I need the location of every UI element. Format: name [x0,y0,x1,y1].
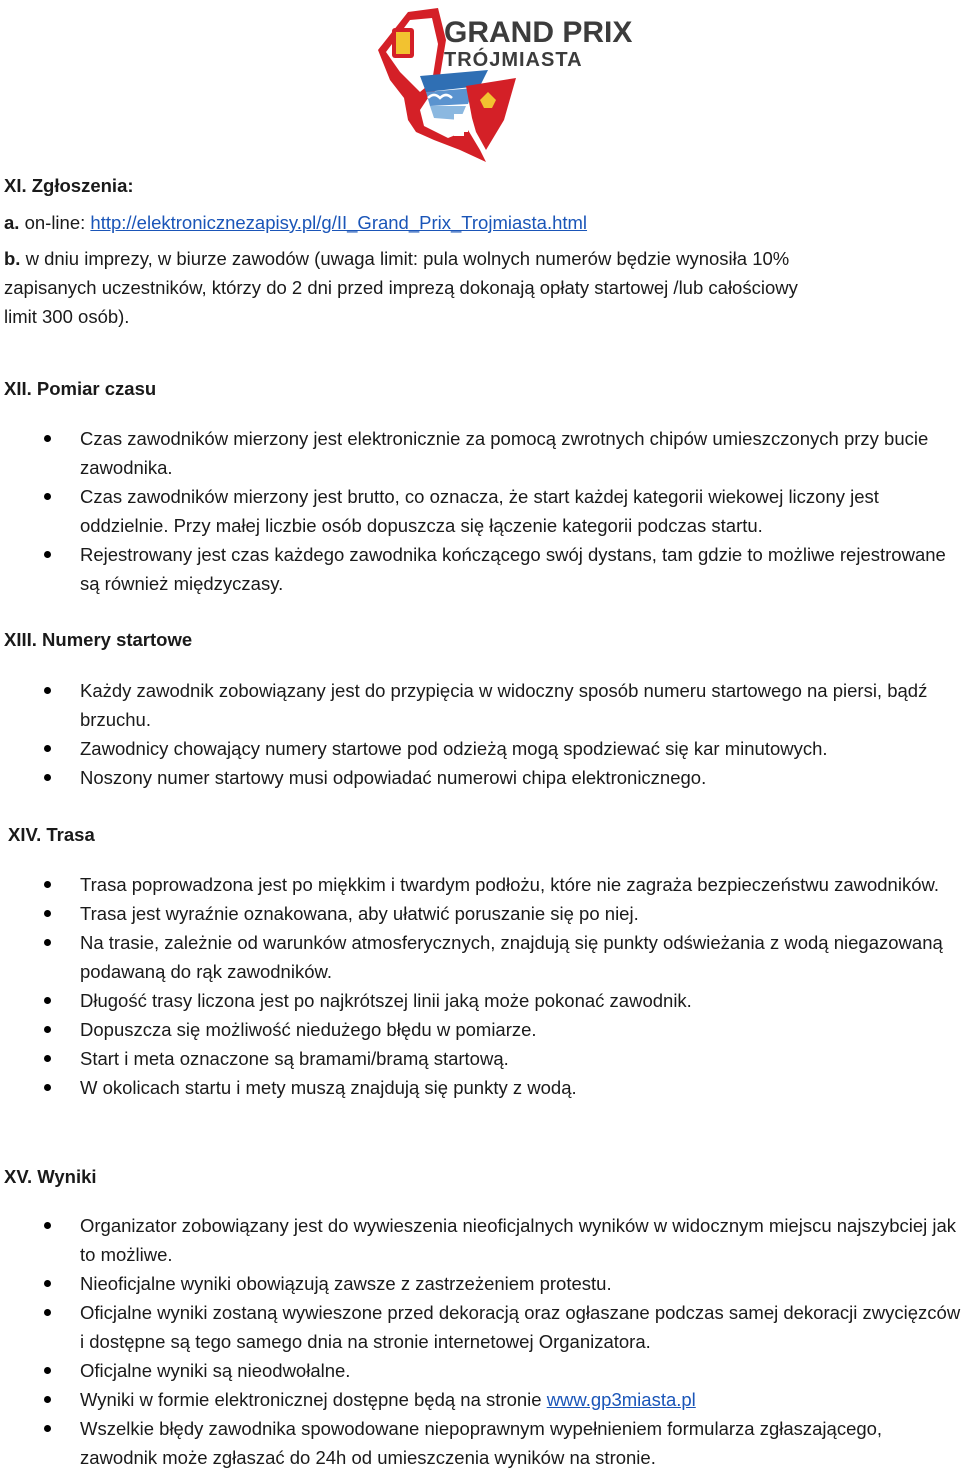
list-item: Zawodnicy chowający numery startowe pod odzieżą mogą spodziewać się kar minutowych. [0,734,962,763]
section-xi-title: XI. Zgłoszenia: [4,175,134,196]
list-item: Oficjalne wyniki są nieodwołalne. [0,1356,962,1385]
logo-text-line2: TRÓJMIASTA [444,49,583,71]
section-xi-item-b-line2: zapisanych uczestników, którzy do 2 dni przed imprezą dokonają opłaty startowej /lub całościowy [4,277,798,298]
list-item: Dopuszcza się możliwość niedużego błędu w pomiarze. [0,1015,962,1044]
list-item: Wszelkie błędy zawodnika spowodowane niepoprawnym wypełnieniem formularza zgłaszającego, zawodnik może zgłaszać do 24h od umieszczenia wyników na stronie. [0,1414,962,1472]
logo-graphic [368,0,633,162]
section-xiv-title: XIV. Trasa [8,824,95,845]
list-item: Na trasie, zależnie od warunków atmosferycznych, znajdują się punkty odświeżania z wodą niegazowaną podawaną do rąk zawodników. [0,928,962,986]
list-item-results-link [0,1385,962,1414]
results-text: Wyniki w formie elektronicznej dostępne będą na stronie [80,1389,547,1410]
list-item: Oficjalne wyniki zostaną wywieszone przed dekoracją oraz ogłaszane podczas samej dekoracji zwycięzców i dostępne są tego samego dnia na stronie internetowej Organizatora. [0,1298,962,1356]
item-a-prefix: a. [4,212,20,233]
list-item: Każdy zawodnik zobowiązany jest do przypięcia w widoczny sposób numeru startowego na piersi, bądź brzuchu. [0,676,962,734]
item-a-label: on-line: [24,212,86,233]
list-item: Czas zawodników mierzony jest elektronicznie za pomocą zwrotnych chipów umieszczonych przy bucie zawodnika. [0,424,962,482]
section-xv-list [0,1211,960,1472]
list-item: Czas zawodników mierzony jest brutto, co oznacza, że start każdej kategorii wiekowej liczony jest oddzielnie. Przy małej liczbie osób dopuszcza się łączenie kategorii podczas startu. [0,482,962,540]
section-xv-title: XV. Wyniki [4,1166,97,1187]
item-b-prefix: b. [4,248,21,269]
list-item: Rejestrowany jest czas każdego zawodnika kończącego swój dystans, tam gdzie to możliwe rejestrowane są również międzyczasy. [0,540,962,598]
grand-prix-trojmiasta-logo [368,0,633,162]
section-xii-title: XII. Pomiar czasu [4,378,157,399]
list-item: Noszony numer startowy musi odpowiadać numerowi chipa elektronicznego. [0,763,962,792]
section-xiii-list [0,676,960,792]
section-xiii-title: XIII. Numery startowe [4,629,193,650]
list-item: W okolicach startu i mety muszą znajdują się punkty z wodą. [0,1073,962,1102]
list-item: Start i meta oznaczone są bramami/bramą startową. [0,1044,962,1073]
item-b-text-line1: w dniu imprezy, w biurze zawodów (uwaga limit: pula wolnych numerów będzie wynosiła 10% [25,248,790,269]
list-item: Trasa poprowadzona jest po miękkim i twardym podłożu, które nie zagraża bezpieczeństwu zawodników. [0,870,962,899]
section-xiv-list [0,870,960,1102]
list-item: Długość trasy liczona jest po najkrótszej linii jaką może pokonać zawodnik. [0,986,962,1015]
section-xi-item-a [4,208,587,237]
section-xii-list [0,424,960,598]
logo-text-line1: GRAND PRIX [444,16,633,49]
list-item: Nieoficjalne wyniki obowiązują zawsze z zastrzeżeniem protestu. [0,1269,962,1298]
section-xi-item-b-line3: limit 300 osób). [4,306,130,327]
list-item: Organizator zobowiązany jest do wywieszenia nieoficjalnych wyników w widocznym miejscu najszybciej jak to możliwe. [0,1211,962,1269]
results-website-link[interactable]: www.gp3miasta.pl [546,1389,696,1410]
list-item: Trasa jest wyraźnie oznakowana, aby ułatwić poruszanie się po niej. [0,899,962,928]
registration-link[interactable]: http://elektronicznezapisy.pl/g/II_Grand_Prix_Trojmiasta.html [90,212,588,233]
section-xi-item-b-line1 [4,244,789,273]
